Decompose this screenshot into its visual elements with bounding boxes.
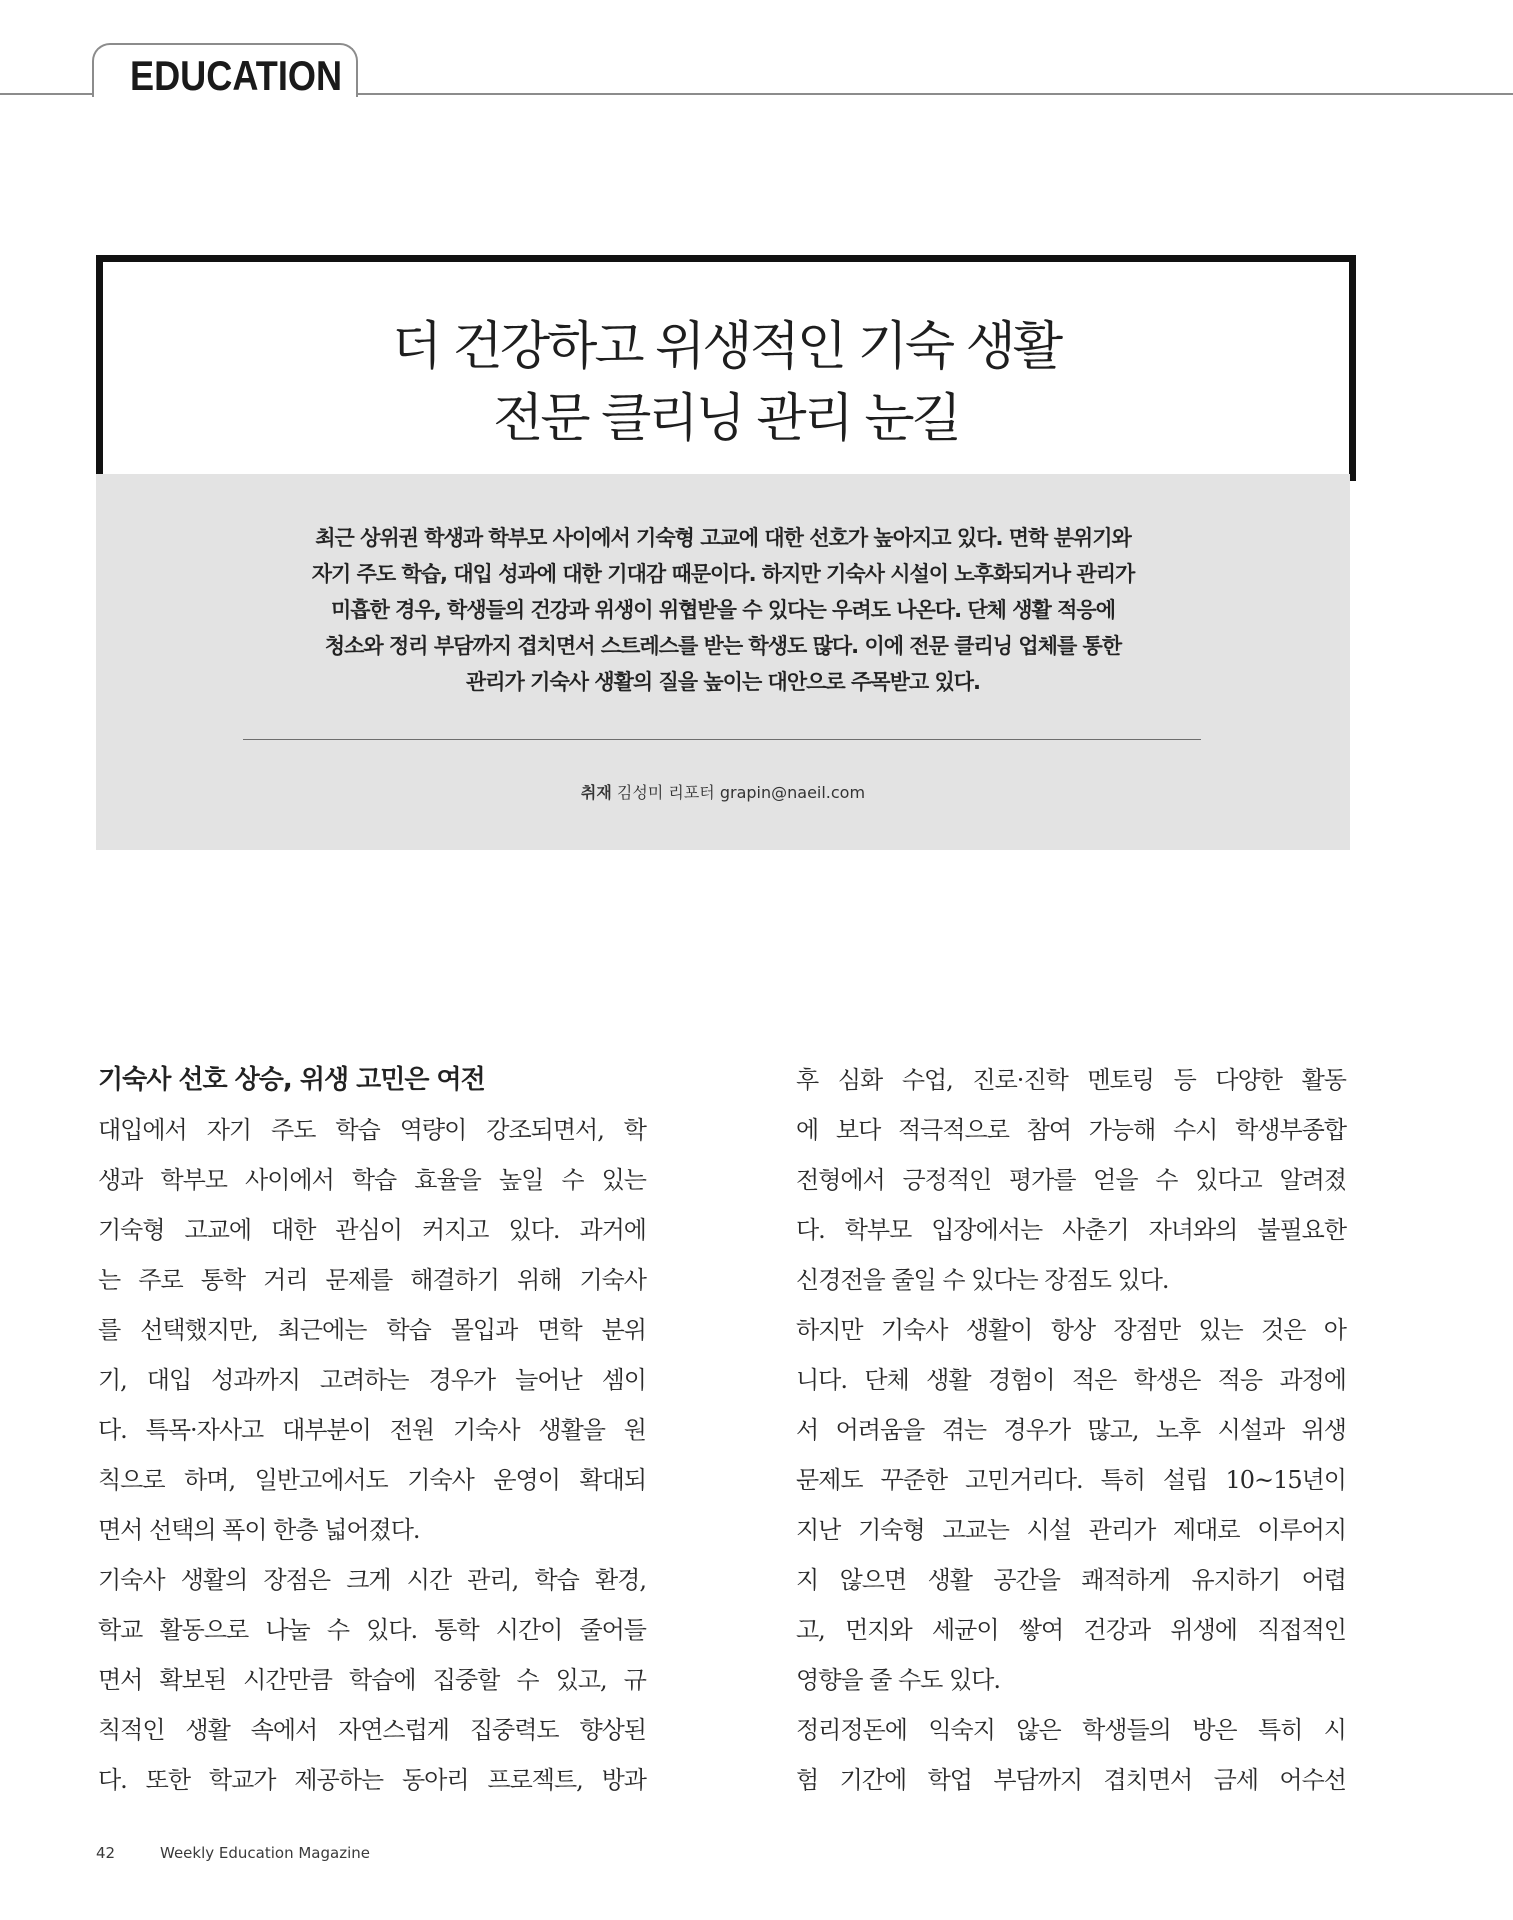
byline-label: 취재 bbox=[580, 783, 612, 802]
body-line: 기숙사 생활의 장점은 크게 시간 관리, 학습 환경, bbox=[98, 1566, 646, 1594]
body-line: 를 선택했지만, 최근에는 학습 몰입과 면학 분위 bbox=[98, 1316, 646, 1344]
body-line: 지난 기숙형 고교는 시설 관리가 제대로 이루어지 bbox=[796, 1516, 1346, 1544]
body-line: 에 보다 적극적으로 참여 가능해 수시 학생부종합 bbox=[796, 1116, 1346, 1144]
body-line: 는 주로 통학 거리 문제를 해결하기 위해 기숙사 bbox=[98, 1266, 646, 1294]
lede-line: 미흡한 경우, 학생들의 건강과 위생이 위협받을 수 있다는 우려도 나온다. 단체 생활 적응에 bbox=[331, 598, 1115, 622]
body-line: 면서 선택의 폭이 한층 넓어졌다. bbox=[98, 1516, 420, 1544]
page-number: 42 bbox=[96, 1844, 116, 1862]
headline-line-2: 전문 클리닝 관리 눈길 bbox=[493, 389, 959, 449]
body-line: 후 심화 수업, 진로·진학 멘토링 등 다양한 활동 bbox=[796, 1066, 1346, 1094]
body-line: 다. 학부모 입장에서는 사춘기 자녀와의 불필요한 bbox=[796, 1216, 1346, 1244]
lede-line: 청소와 정리 부담까지 겹치면서 스트레스를 받는 학생도 많다. 이에 전문 클리닝 업체를 통한 bbox=[324, 634, 1122, 658]
body-line: 지 않으면 생활 공간을 쾌적하게 유지하기 어렵 bbox=[796, 1566, 1346, 1594]
right-column bbox=[796, 1055, 1346, 1805]
body-line: 면서 확보된 시간만큼 학습에 집중할 수 있고, 규 bbox=[98, 1666, 646, 1694]
body-line: 대입에서 자기 주도 학습 역량이 강조되면서, 학 bbox=[98, 1116, 646, 1144]
left-column bbox=[98, 1055, 646, 1805]
body-line: 칙으로 하며, 일반고에서도 기숙사 운영이 확대되 bbox=[98, 1466, 646, 1494]
byline-text: 김성미 리포터 grapin@naeil.com bbox=[611, 783, 866, 802]
lede-line: 관리가 기숙사 생활의 질을 높이는 대안으로 주목받고 있다. bbox=[465, 670, 981, 694]
body-line: 칙적인 생활 속에서 자연스럽게 집중력도 향상된 bbox=[98, 1716, 646, 1744]
lede-box bbox=[96, 474, 1350, 850]
body-line: 신경전을 줄일 수 있다는 장점도 있다. bbox=[796, 1266, 1169, 1294]
body-line: 험 기간에 학업 부담까지 겹치면서 금세 어수선 bbox=[796, 1766, 1346, 1794]
page-footer bbox=[96, 1844, 370, 1862]
body-line: 고, 먼지와 세균이 쌓여 건강과 위생에 직접적인 bbox=[796, 1616, 1346, 1644]
body-line: 기, 대입 성과까지 고려하는 경우가 늘어난 셈이 bbox=[98, 1366, 646, 1394]
body-line: 영향을 줄 수도 있다. bbox=[796, 1666, 1000, 1694]
section-label: EDUCATION bbox=[130, 52, 343, 99]
lede-line: 자기 주도 학습, 대입 성과에 대한 기대감 때문이다. 하지만 기숙사 시설이 노후화되거나 관리가 bbox=[311, 562, 1135, 586]
body-line: 니다. 단체 생활 경험이 적은 학생은 적응 과정에 bbox=[796, 1366, 1346, 1394]
body-line: 다. 또한 학교가 제공하는 동아리 프로젝트, 방과 bbox=[98, 1766, 646, 1794]
body-line: 기숙형 고교에 대한 관심이 커지고 있다. 과거에 bbox=[98, 1216, 646, 1244]
body-line: 생과 학부모 사이에서 학습 효율을 높일 수 있는 bbox=[98, 1166, 646, 1194]
headline-line-1: 더 건강하고 위생적인 기숙 생활 bbox=[391, 317, 1061, 377]
title-box bbox=[96, 255, 1356, 481]
body-line: 하지만 기숙사 생활이 항상 장점만 있는 것은 아 bbox=[796, 1316, 1346, 1344]
body-line: 문제도 꾸준한 고민거리다. 특히 설립 10~15년이 bbox=[796, 1466, 1346, 1494]
body-line: 다. 특목·자사고 대부분이 전원 기숙사 생활을 원 bbox=[98, 1416, 646, 1444]
publication-name: Weekly Education Magazine bbox=[160, 1844, 370, 1862]
body-line: 정리정돈에 익숙지 않은 학생들의 방은 특히 시 bbox=[796, 1716, 1346, 1744]
lede-line: 최근 상위권 학생과 학부모 사이에서 기숙형 고교에 대한 선호가 높아지고 있다. 면학 분위기와 bbox=[315, 526, 1131, 550]
lede-divider bbox=[243, 739, 1201, 740]
body-line: 전형에서 긍정적인 평가를 얻을 수 있다고 알려졌 bbox=[796, 1166, 1346, 1194]
body-line: 학교 활동으로 나눌 수 있다. 통학 시간이 줄어들 bbox=[98, 1616, 646, 1644]
body-line: 서 어려움을 겪는 경우가 많고, 노후 시설과 위생 bbox=[796, 1416, 1346, 1444]
section-subhead: 기숙사 선호 상승, 위생 고민은 여전 bbox=[98, 1065, 485, 1095]
byline bbox=[96, 780, 1350, 803]
